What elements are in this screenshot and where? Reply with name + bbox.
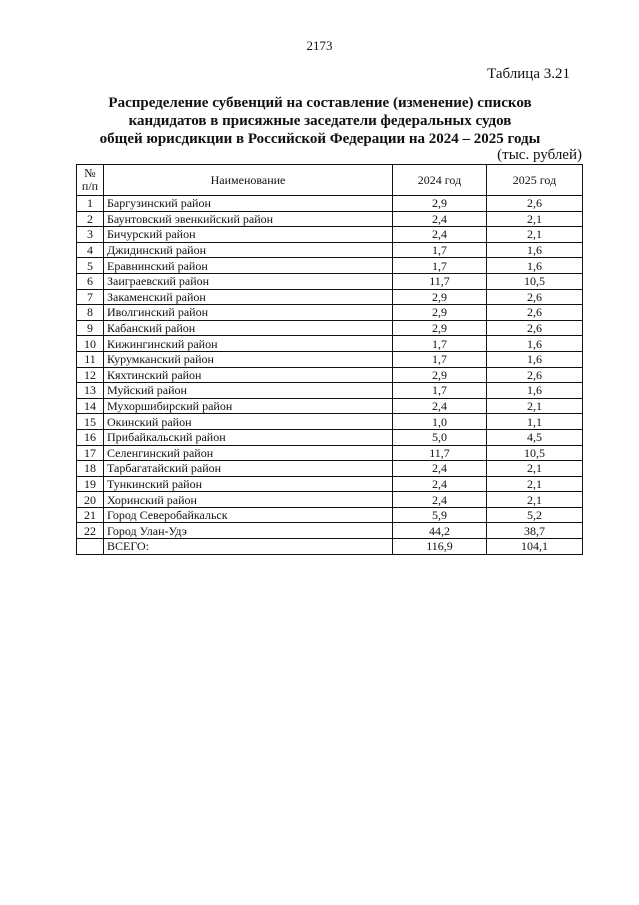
row-number: 19	[77, 476, 104, 492]
row-name: Баунтовский эвенкийский район	[104, 211, 393, 227]
row-number: 17	[77, 445, 104, 461]
row-name: Город Улан-Удэ	[104, 523, 393, 539]
row-name: Окинский район	[104, 414, 393, 430]
row-value-2024: 11,7	[393, 445, 487, 461]
row-value-2025: 2,6	[487, 196, 583, 212]
row-name: Тункинский район	[104, 476, 393, 492]
table-row	[77, 320, 583, 336]
table-row	[77, 429, 583, 445]
units-label: (тыс. рублей)	[497, 147, 582, 163]
row-value-2024: 11,7	[393, 273, 487, 289]
table-row	[77, 305, 583, 321]
row-value-2024: 2,4	[393, 461, 487, 477]
table-row	[77, 273, 583, 289]
title-line: общей юрисдикции в Российской Федерации на 2024 – 2025 годы	[99, 131, 541, 147]
title-line: Распределение субвенций на составление (изменение) списков	[108, 95, 532, 111]
row-value-2025: 2,1	[487, 398, 583, 414]
row-name: Закаменский район	[104, 289, 393, 305]
row-value-2025: 2,1	[487, 461, 583, 477]
row-value-2024: 2,4	[393, 398, 487, 414]
row-number: 2	[77, 211, 104, 227]
header-number-abbr: п/п	[81, 179, 99, 193]
row-value-2024: 1,0	[393, 414, 487, 430]
table-row	[77, 351, 583, 367]
row-value-2025: 38,7	[487, 523, 583, 539]
subvention-table	[76, 164, 583, 555]
row-number: 22	[77, 523, 104, 539]
row-value-2025: 1,6	[487, 336, 583, 352]
row-name: Баргузинский район	[104, 196, 393, 212]
row-value-2024: 5,9	[393, 507, 487, 523]
row-value-2024: 2,9	[393, 320, 487, 336]
row-value-2024: 1,7	[393, 336, 487, 352]
row-number: 20	[77, 492, 104, 508]
table-row	[77, 445, 583, 461]
table-row	[77, 242, 583, 258]
row-number: 9	[77, 320, 104, 336]
title-line: кандидатов в присяжные заседатели федеральных судов	[128, 113, 512, 129]
row-name: ВСЕГО:	[104, 539, 393, 555]
row-value-2025: 2,1	[487, 211, 583, 227]
row-number: 12	[77, 367, 104, 383]
table-row	[77, 398, 583, 414]
row-value-2025: 2,6	[487, 305, 583, 321]
table-row	[77, 336, 583, 352]
row-name: Заиграевский район	[104, 273, 393, 289]
table-row	[77, 258, 583, 274]
row-value-2025: 2,1	[487, 227, 583, 243]
document-title	[70, 94, 570, 148]
row-value-2024: 1,7	[393, 258, 487, 274]
row-number: 21	[77, 507, 104, 523]
row-value-2024: 2,9	[393, 367, 487, 383]
row-number: 11	[77, 351, 104, 367]
table-row	[77, 461, 583, 477]
row-value-2025: 2,6	[487, 367, 583, 383]
table-row	[77, 367, 583, 383]
row-name: Курумканский район	[104, 351, 393, 367]
row-value-2025: 1,6	[487, 383, 583, 399]
row-name: Селенгинский район	[104, 445, 393, 461]
row-value-2025: 1,6	[487, 351, 583, 367]
row-number: 16	[77, 429, 104, 445]
table-row	[77, 227, 583, 243]
row-number: 18	[77, 461, 104, 477]
row-value-2024: 2,9	[393, 289, 487, 305]
row-name: Хоринский район	[104, 492, 393, 508]
row-value-2024: 1,7	[393, 351, 487, 367]
row-value-2024: 1,7	[393, 242, 487, 258]
table-row	[77, 476, 583, 492]
row-number: 5	[77, 258, 104, 274]
row-name: Мухоршибирский район	[104, 398, 393, 414]
table-row	[77, 507, 583, 523]
row-name: Прибайкальский район	[104, 429, 393, 445]
header-number	[77, 165, 104, 196]
table-row	[77, 211, 583, 227]
table-row	[77, 414, 583, 430]
row-value-2024: 2,4	[393, 476, 487, 492]
row-name: Иволгинский район	[104, 305, 393, 321]
row-number: 3	[77, 227, 104, 243]
row-number: 13	[77, 383, 104, 399]
row-name: Муйский район	[104, 383, 393, 399]
table-body	[77, 196, 583, 555]
header-number-symbol: №	[84, 166, 96, 180]
row-value-2025: 2,6	[487, 289, 583, 305]
row-value-2025: 2,1	[487, 476, 583, 492]
row-value-2025: 1,1	[487, 414, 583, 430]
total-row	[77, 539, 583, 555]
row-number: 7	[77, 289, 104, 305]
row-value-2025: 1,6	[487, 258, 583, 274]
row-value-2024: 2,4	[393, 227, 487, 243]
row-name: Кяхтинский район	[104, 367, 393, 383]
row-name: Город Северобайкальск	[104, 507, 393, 523]
row-number: 4	[77, 242, 104, 258]
row-name: Бичурский район	[104, 227, 393, 243]
row-value-2024: 44,2	[393, 523, 487, 539]
row-value-2024: 2,4	[393, 492, 487, 508]
row-value-2024: 1,7	[393, 383, 487, 399]
row-value-2025: 4,5	[487, 429, 583, 445]
row-number: 1	[77, 196, 104, 212]
page-number: 2173	[306, 38, 333, 53]
row-value-2024: 2,4	[393, 211, 487, 227]
row-number: 6	[77, 273, 104, 289]
row-value-2025: 10,5	[487, 445, 583, 461]
header-name: Наименование	[104, 165, 393, 196]
table-row	[77, 492, 583, 508]
row-value-2024: 2,9	[393, 196, 487, 212]
row-value-2025: 2,6	[487, 320, 583, 336]
row-number: 15	[77, 414, 104, 430]
header-2024: 2024 год	[393, 165, 487, 196]
row-value-2024: 2,9	[393, 305, 487, 321]
header-2025: 2025 год	[487, 165, 583, 196]
row-name: Тарбагатайский район	[104, 461, 393, 477]
row-number: 14	[77, 398, 104, 414]
row-value-2025: 1,6	[487, 242, 583, 258]
row-number	[77, 539, 104, 555]
row-number: 8	[77, 305, 104, 321]
row-value-2024: 5,0	[393, 429, 487, 445]
table-header-row	[77, 165, 583, 196]
row-number: 10	[77, 336, 104, 352]
row-name: Кижингинский район	[104, 336, 393, 352]
table-row	[77, 383, 583, 399]
row-value-2024: 116,9	[393, 539, 487, 555]
row-value-2025: 5,2	[487, 507, 583, 523]
table-row	[77, 196, 583, 212]
row-value-2025: 10,5	[487, 273, 583, 289]
row-name: Еравнинский район	[104, 258, 393, 274]
table-row	[77, 289, 583, 305]
row-value-2025: 2,1	[487, 492, 583, 508]
row-name: Джидинский район	[104, 242, 393, 258]
row-value-2025: 104,1	[487, 539, 583, 555]
row-name: Кабанский район	[104, 320, 393, 336]
table-caption: Таблица 3.21	[487, 66, 570, 82]
table-row	[77, 523, 583, 539]
